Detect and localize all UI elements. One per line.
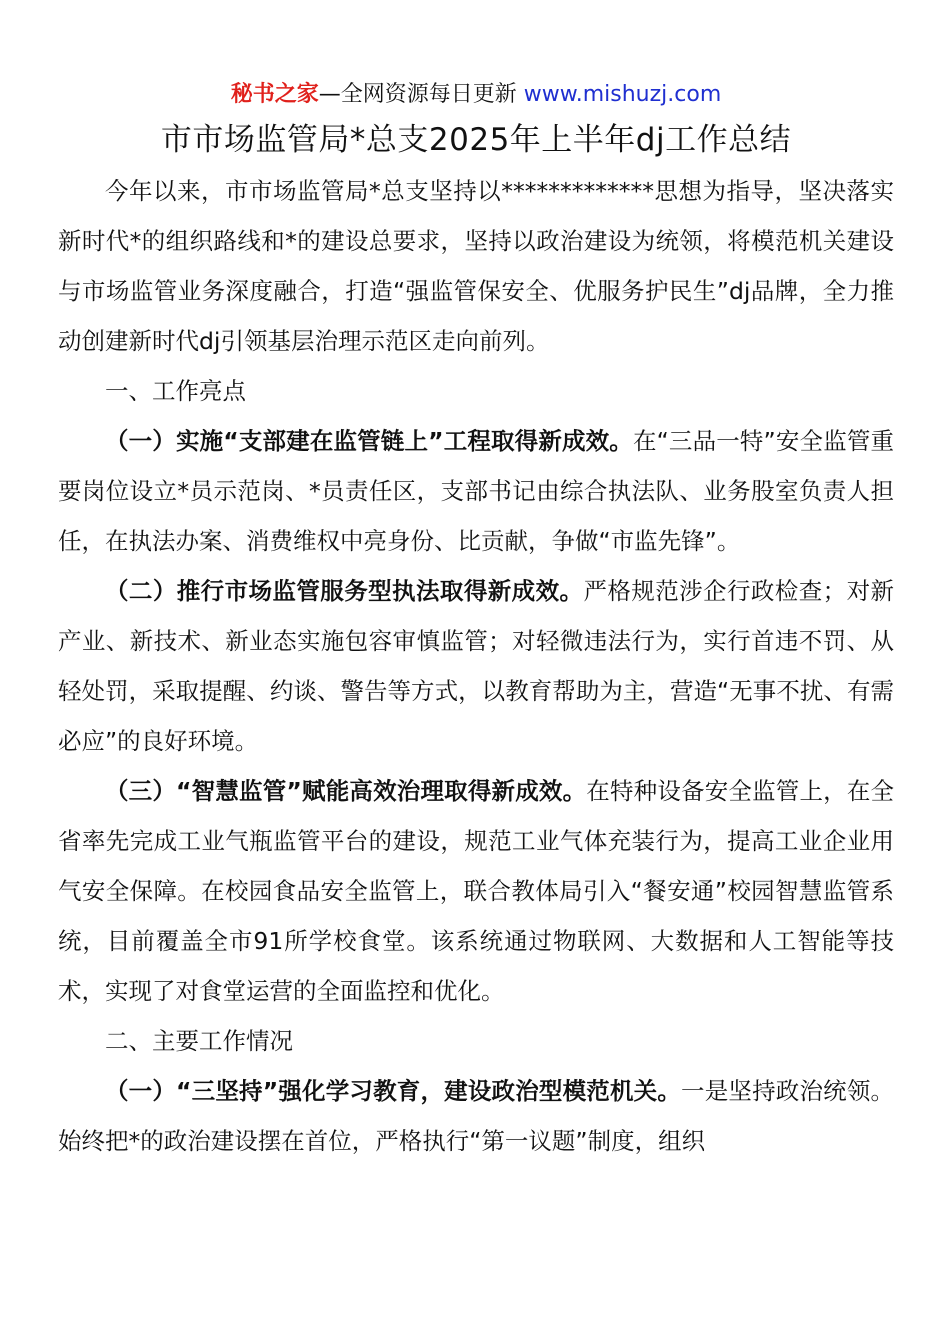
document-title: 市市场监管局*总支2025年上半年dj工作总结: [160, 122, 792, 158]
paragraph-text: 今年以来，市市场监管局*总支坚持以*************思想为指导，坚决落实新时代*的组织路线和*的建设总要求，坚持以政治建设为统领，将模范机关建设与市场监管业务深度融合，打造“强监管保安全、优服务护民生”dj品牌，全力推动创建新时代dj引领基层治理示范区走向前列。: [58, 177, 894, 355]
paragraph-lead: （一）“三坚持”强化学习教育，建设政治型模范机关。: [105, 1077, 682, 1105]
section-heading-highlights: [58, 366, 894, 416]
paragraph-main-work-1: [58, 1066, 894, 1166]
paragraph-text: 在“三品一特”安全监管重要岗位设立*员示范岗、*员责任区，支部书记由综合执法队、业务股室负责人担任，在执法办案、消费维权中亮身份、比贡献，争做“市监先锋”。: [58, 427, 895, 555]
paragraph-lead: （一）实施“支部建在监管链上”工程取得新成效。: [105, 427, 633, 455]
paragraph-highlight-3: [58, 766, 894, 1016]
section-heading-text: 一、工作亮点: [105, 377, 246, 405]
site-banner: [58, 78, 894, 114]
section-heading-text: 二、主要工作情况: [105, 1027, 293, 1055]
paragraph-text: 在特种设备安全监管上，在全省率先完成工业气瓶监管平台的建设，规范工业气体充装行为，提高工业企业用气安全保障。在校园食品安全监管上，联合教体局引入“餐安通”校园智慧监管系统，目前覆盖全市91所学校食堂。该系统通过物联网、大数据和人工智能等技术，实现了对食堂运营的全面监控和优化。: [58, 777, 895, 1005]
paragraph-lead: （三）“智慧监管”赋能高效治理取得新成效。: [105, 777, 587, 805]
paragraph-highlight-1: [58, 416, 894, 566]
section-heading-main-work: [58, 1016, 894, 1066]
paragraph-highlight-2: [58, 566, 894, 766]
document-body: [58, 166, 894, 1166]
paragraph-intro: [58, 166, 894, 366]
banner-brand: 秘书之家: [230, 82, 319, 107]
banner-site-link[interactable]: www.mishuzj.com: [523, 82, 722, 107]
paragraph-text: 一是坚持政治统领。始终把*的政治建设摆在首位，严格执行“第一议题”制度，组织: [58, 1077, 895, 1155]
paragraph-text: 严格规范涉企行政检查；对新产业、新技术、新业态实施包容审慎监管；对轻微违法行为，实行首违不罚、从轻处罚，采取提醒、约谈、警告等方式，以教育帮助为主，营造“无事不扰、有需必应”的良好环境。: [58, 577, 894, 755]
paragraph-lead: （二）推行市场监管服务型执法取得新成效。: [105, 577, 584, 605]
banner-slogan: —全网资源每日更新: [318, 82, 517, 107]
